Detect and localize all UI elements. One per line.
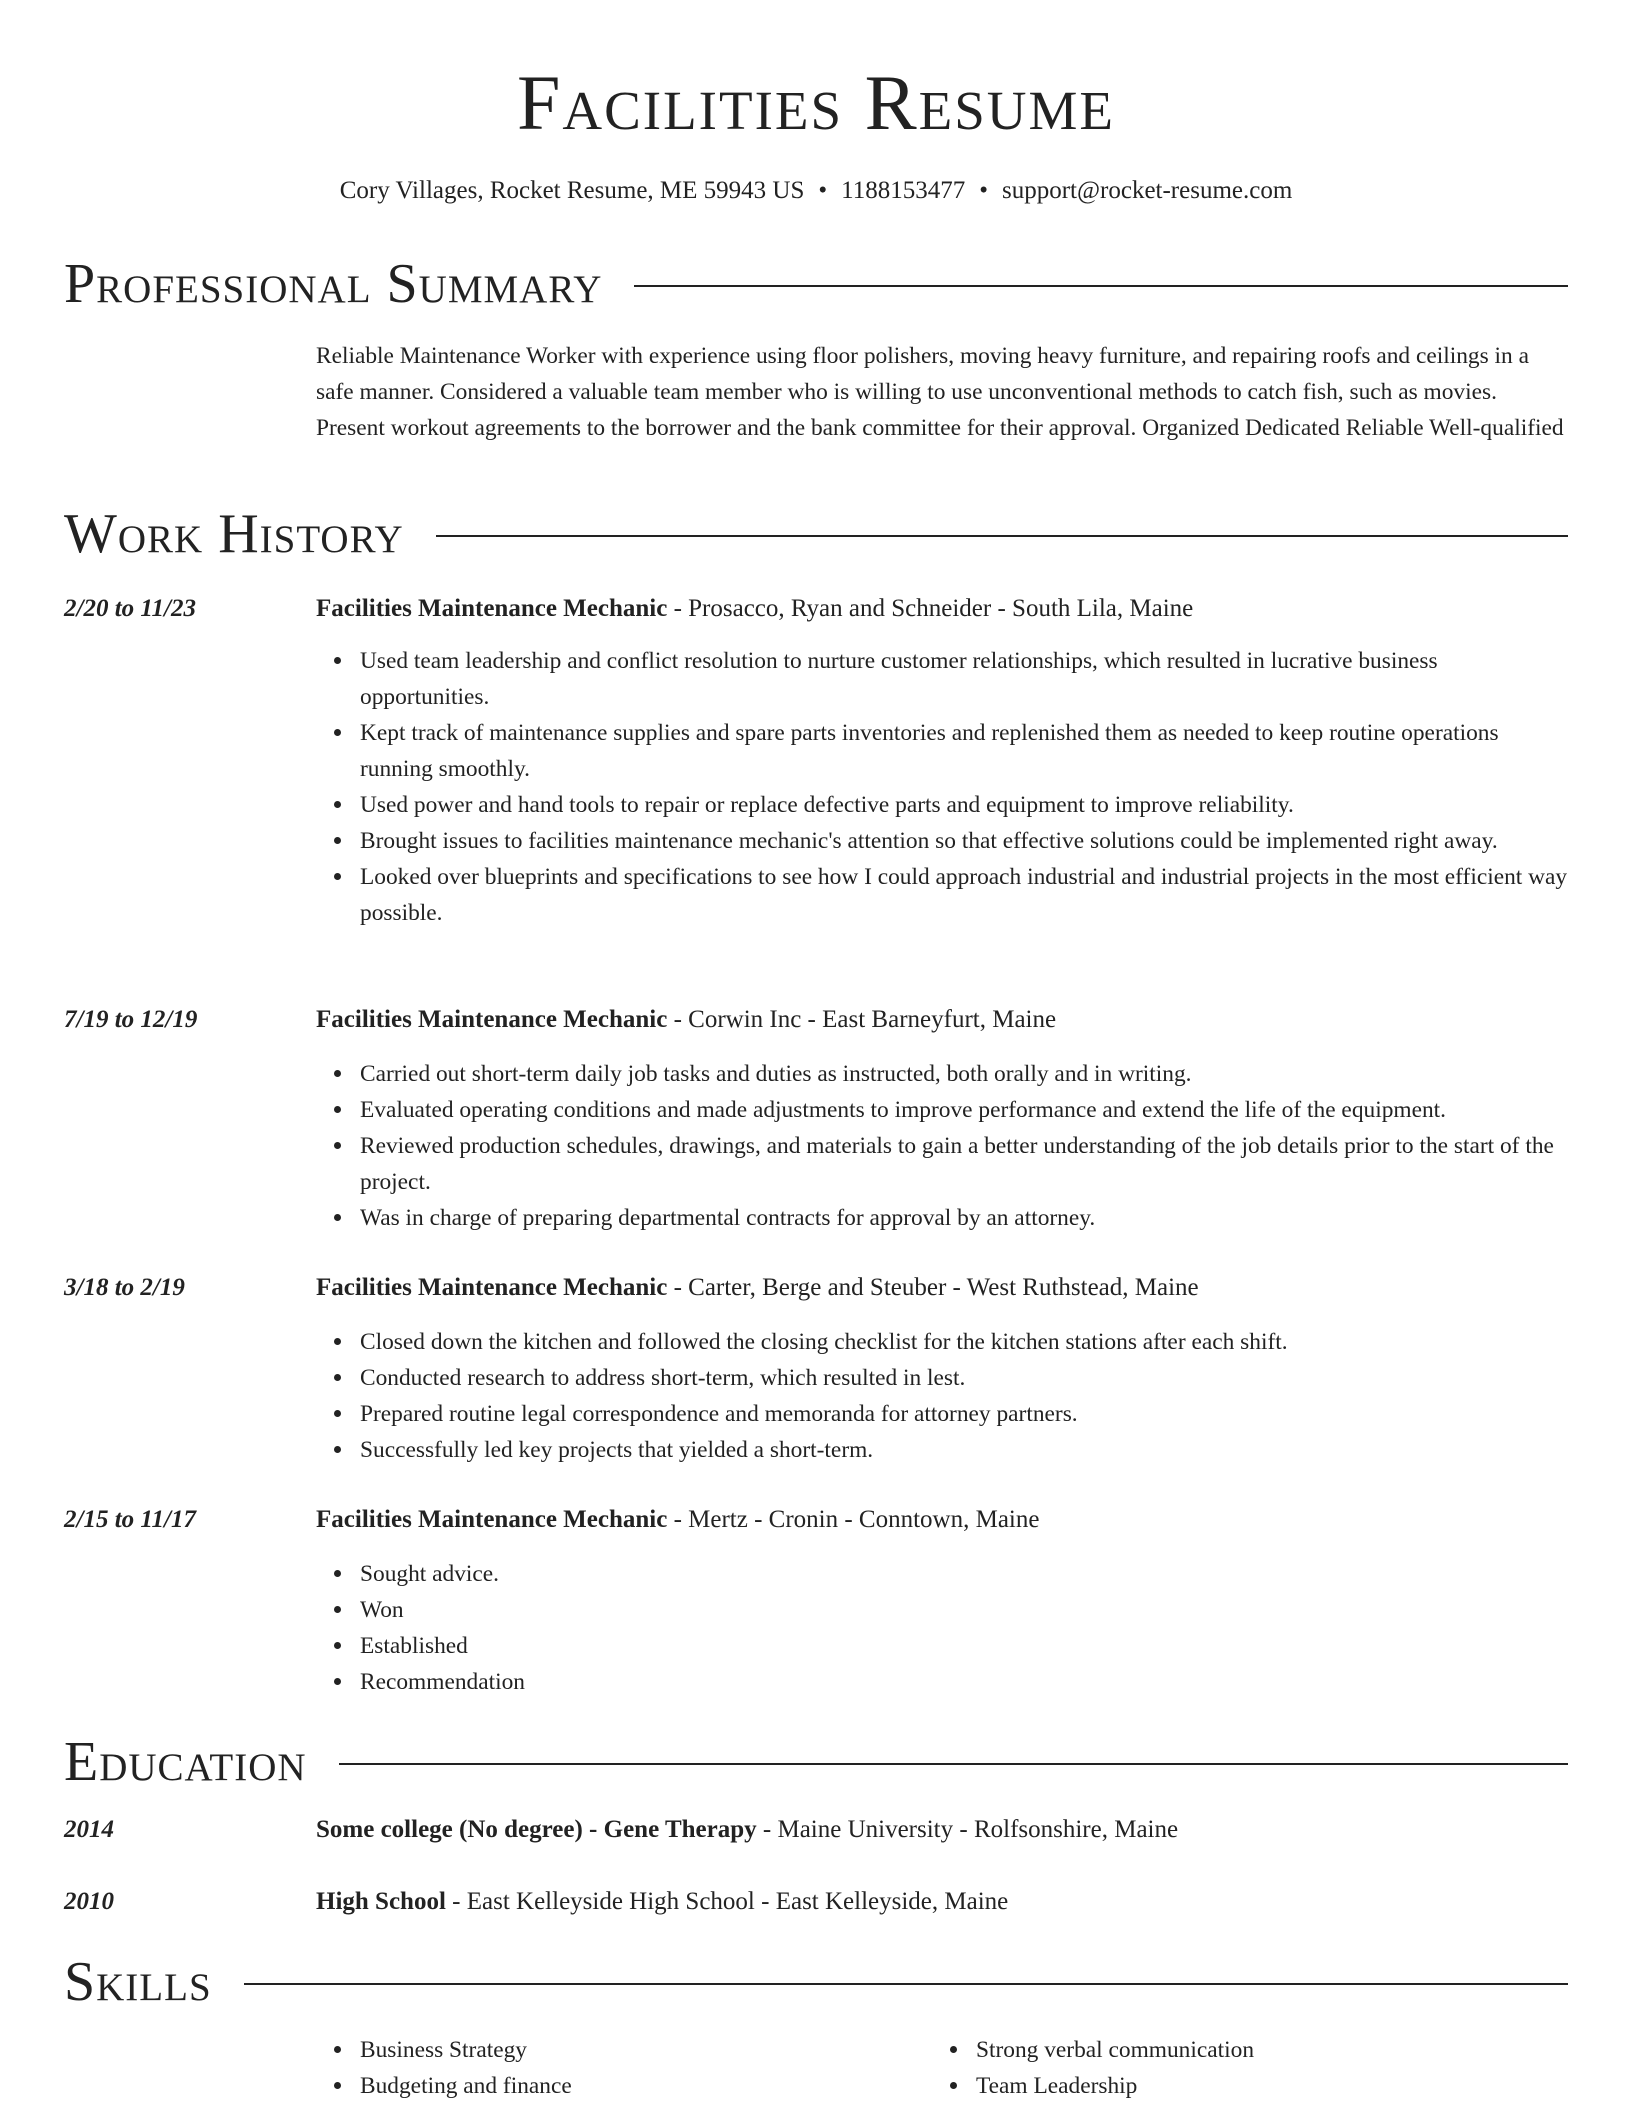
section-divider	[436, 535, 1568, 537]
job-dates: 7/19 to 12/19	[64, 1006, 198, 1033]
skill-item: Budgeting and finance	[360, 2068, 930, 2104]
job-heading	[316, 1270, 1568, 1306]
job-bullet: Sought advice.	[360, 1556, 1568, 1592]
summary-text: Reliable Maintenance Worker with experience using floor polishers, moving heavy furniture, and repairing roofs and ceilings in a safe manner. Considered a valuable team member who is willing to use unconventional methods to catch fish, such as movies. Present workout agreements to the borrower and the bank committee for their approval. Organized Dedicated Reliable Well-qualified	[316, 343, 1564, 441]
job-bullet: Carried out short-term daily job tasks and duties as instructed, both orally and in writing.	[360, 1056, 1568, 1092]
job-heading	[316, 591, 1568, 627]
contact-phone: 1188153477	[841, 177, 966, 204]
education-degree: Some college (No degree) - Gene Therapy	[316, 1816, 757, 1843]
education-school: - East Kelleyside High School - East Kelleyside, Maine	[445, 1888, 1009, 1915]
job-title: Facilities Maintenance Mechanic	[316, 595, 668, 622]
contact-separator: •	[818, 177, 828, 204]
job-bullet: Closed down the kitchen and followed the closing checklist for the kitchen stations after each shift.	[360, 1324, 1568, 1360]
job-employer: - Mertz - Cronin - Conntown, Maine	[667, 1506, 1040, 1533]
section-divider	[244, 1983, 1568, 1985]
skills-section-header	[64, 1950, 1568, 2014]
job-employer: - Corwin Inc - East Barneyfurt, Maine	[667, 1006, 1057, 1033]
skills-column-right	[932, 2032, 1596, 2104]
section-divider	[634, 285, 1568, 287]
job-bullet: Brought issues to facilities maintenance mechanic's attention so that effective solutions could be implemented right away.	[360, 823, 1568, 859]
job-bullet: Evaluated operating conditions and made adjustments to improve performance and extend the life of the equipment.	[360, 1092, 1568, 1128]
contact-line	[0, 174, 1632, 208]
work-history-section-header	[64, 502, 1568, 566]
education-year: 2010	[64, 1888, 114, 1915]
contact-email: support@rocket-resume.com	[1002, 177, 1293, 204]
job-bullet: Established	[360, 1628, 1568, 1664]
job-title: Facilities Maintenance Mechanic	[316, 1006, 668, 1033]
education-section-title: Education	[64, 1731, 307, 1793]
education-degree: High School	[316, 1888, 446, 1915]
job-bullet: Used power and hand tools to repair or replace defective parts and equipment to improve reliability.	[360, 787, 1568, 823]
job-heading	[316, 1502, 1568, 1538]
job-bullet: Recommendation	[360, 1664, 1568, 1700]
summary-section-header	[64, 252, 1568, 316]
job-bullet: Kept track of maintenance supplies and spare parts inventories and replenished them as needed to keep routine operations running smoothly.	[360, 715, 1568, 787]
work-history-section-title: Work History	[64, 503, 404, 565]
job-bullets	[316, 1324, 1568, 1468]
job-heading	[316, 1002, 1568, 1038]
job-bullet: Was in charge of preparing departmental contracts for approval by an attorney.	[360, 1200, 1568, 1236]
job-bullet: Reviewed production schedules, drawings, and materials to gain a better understanding of the job details prior to the start of the project.	[360, 1128, 1568, 1200]
job-bullet: Won	[360, 1592, 1568, 1628]
job-bullet: Conducted research to address short-term, which resulted in lest.	[360, 1360, 1568, 1396]
skill-item: Strong verbal communication	[976, 2032, 1596, 2068]
job-dates: 2/20 to 11/23	[64, 595, 196, 622]
job-employer: - Prosacco, Ryan and Schneider - South Lila, Maine	[667, 595, 1194, 622]
job-bullet: Used team leadership and conflict resolution to nurture customer relationships, which resulted in lucrative business opportunities.	[360, 643, 1568, 715]
job-dates: 3/18 to 2/19	[64, 1274, 185, 1301]
job-title: Facilities Maintenance Mechanic	[316, 1274, 668, 1301]
education-school: - Maine University - Rolfsonshire, Maine	[756, 1816, 1179, 1843]
job-bullets	[316, 1056, 1568, 1236]
education-heading	[316, 1884, 1568, 1920]
job-bullet: Prepared routine legal correspondence and memoranda for attorney partners.	[360, 1396, 1568, 1432]
education-heading	[316, 1812, 1568, 1848]
job-title: Facilities Maintenance Mechanic	[316, 1506, 668, 1533]
skill-item: Business Strategy	[360, 2032, 930, 2068]
education-section-header	[64, 1730, 1568, 1794]
job-dates: 2/15 to 11/17	[64, 1506, 196, 1533]
summary-section-title: Professional Summary	[64, 253, 603, 315]
job-bullet: Successfully led key projects that yielded a short-term.	[360, 1432, 1568, 1468]
skill-item: Team Leadership	[976, 2068, 1596, 2104]
job-employer: - Carter, Berge and Steuber - West Ruthstead, Maine	[667, 1274, 1199, 1301]
skills-column-left	[316, 2032, 930, 2104]
job-bullets	[316, 1556, 1568, 1700]
section-divider	[339, 1763, 1568, 1765]
resume-title: Facilities Resume	[516, 59, 1116, 146]
job-bullet: Looked over blueprints and specifications to see how I could approach industrial and industrial projects in the most efficient way possible.	[360, 859, 1568, 931]
job-bullets	[316, 643, 1568, 931]
contact-separator: •	[979, 177, 988, 204]
skills-section-title: Skills	[64, 1951, 212, 2013]
education-year: 2014	[64, 1816, 114, 1843]
contact-address: Cory Villages, Rocket Resume, ME 59943 US	[339, 177, 805, 204]
